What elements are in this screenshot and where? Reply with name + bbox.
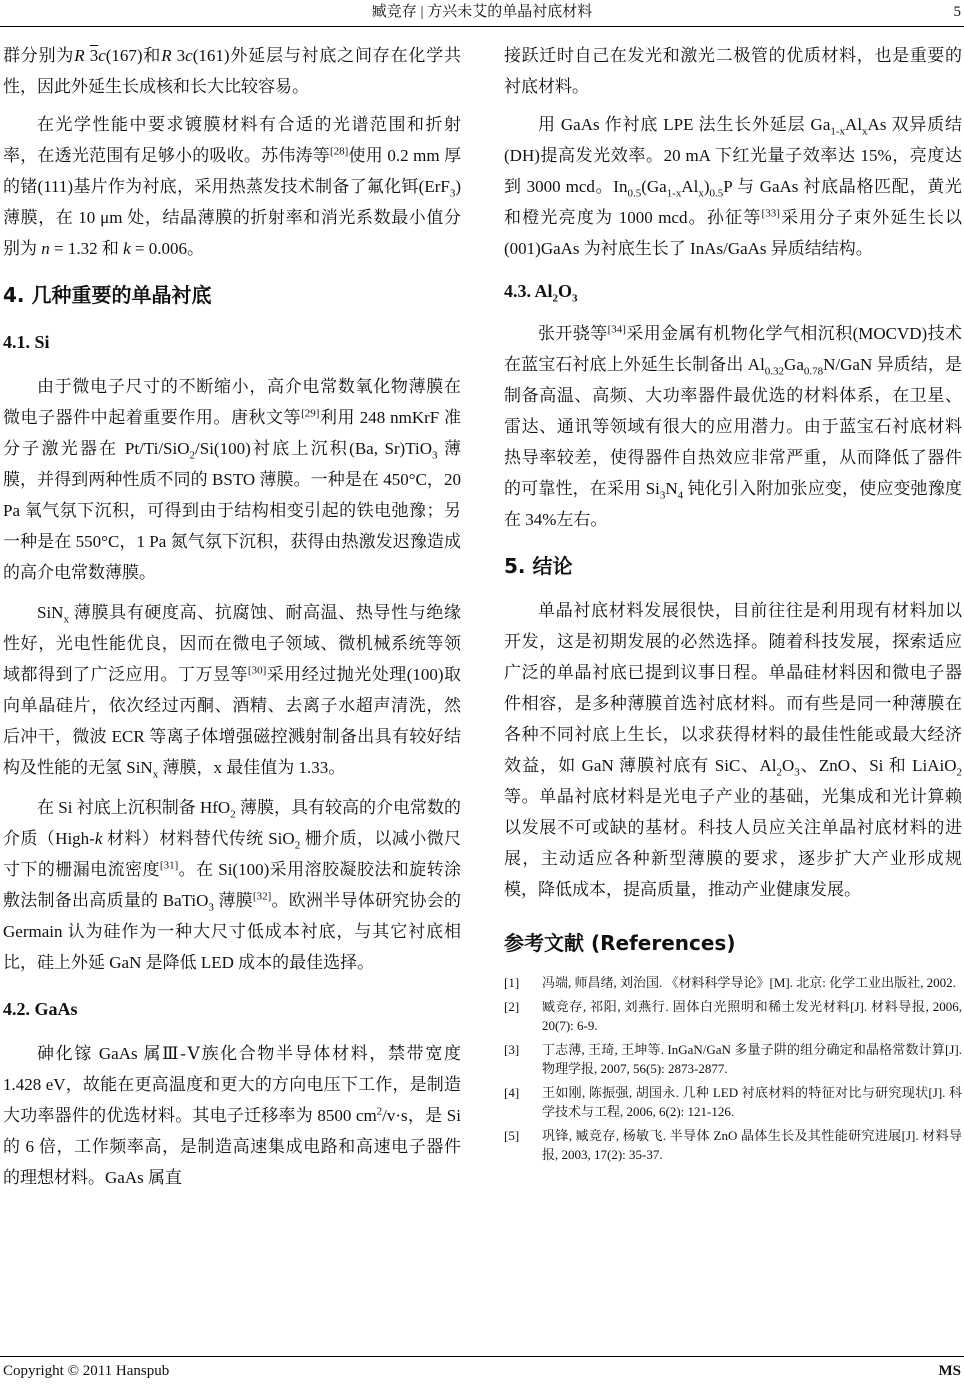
right-column	[504, 40, 962, 1169]
paragraph-sinx: SiN$_x$ 薄膜具有硬度高、抗腐蚀、耐高温、热导性与绝缘性好，光电性能优良，因而在微电子领域、微机械系统等领域都得到了广泛应用。丁万昱等[30]采用经过抛光处理(100)取向单晶硅片，依次经过丙酮、酒精、去离子水超声清洗，然后冲干，微波 ECR 等离子体增强磁控溅射制备出具有较好结构及性能的无氢 SiN$_x$ 薄膜，x 最佳值为 1.33。	[3, 603, 462, 781]
section-4-2-heading: 4.2. GaAs	[3, 999, 78, 1019]
paragraph-conclusion: 单晶衬底材料发展很快，目前往往是利用现有材料加以开发，这是初期发展的必然选择。随着科技发展，探索适应广泛的单晶衬底已提到议事日程。单晶硅材料因和微电子器件相容，是多种薄膜首选衬底材料。而有些是同一种薄膜在各种不同衬底上生长，以求获得材料的最佳性能或最大经济效益，如 GaN 薄膜衬底有 SiC、$Al_2O_3$、ZnO、Si 和 LiAiO$_2$ 等。单晶衬底材料是光电子产业的基础，光集成和光计算赖以发展不可或缺的基材。科技人员应关注单晶衬底材料的进展，主动适应各种新型薄膜的要求，逐步扩大产业形成规模，降低成本，提高质量，推动产业健康发展。	[504, 601, 962, 899]
reference-item: [2] 臧竞存, 祁阳, 刘燕行. 固体白光照明和稀土发光材料[J]. 材料导报, 2006, 20(7): 6-9.	[504, 999, 962, 1033]
journal-abbrev: MS	[938, 1363, 961, 1379]
section-4-3-heading: 4.3. $Al_2O_3$	[504, 281, 578, 305]
reference-item: [3] 丁志薄, 王琦, 王坤等. InGaN/GaN 多量子阱的组分确定和晶格常数计算[J]. 物理学报, 2007, 56(5): 2873-2877.	[504, 1042, 962, 1076]
paragraph-gaas-lpe: 用 GaAs 作衬底 LPE 法生长外延层 $Ga_{1-x}Al_xAs$ 双异质结(DH)提高发光效率。20 mA 下红光量子效率达 15%，亮度达到 3000 mcd。$In_{0.5}(Ga_{1-x}Al_x)_{0.5}P$ 与 GaAs 衬底晶格匹配，黄光和橙光亮度为 1000 mcd。孙征等[33]采用分子束外延生长以(001)GaAs 为衬底生长了 InAs/GaAs 异质结结构。	[504, 115, 963, 258]
paragraph-hfo2: 在 Si 衬底上沉积制备 HfO$_2$ 薄膜，具有较高的介电常数的介质（High-k 材料）材料替代传统 SiO$_2$ 栅介质，以减小微尺寸下的栅漏电流密度[31]。在 Si(100)采用溶胶凝胶法和旋转涂敷法制备出高质量的 BaTiO$_3$ 薄膜[32]。欧洲半导体研究协会的 Germain 认为硅作为一种大尺寸低成本衬底，与其它衬底相比，硅上外延 GaN 是降低 LED 成本的最佳选择。	[3, 798, 462, 972]
paragraph-gaas-continued: 接跃迁时自己在发光和激光二极管的优质材料，也是重要的衬底材料。	[504, 46, 962, 96]
reference-item: [1] 冯端, 师昌绪, 刘治国. 《材料科学导论》[M]. 北京: 化学工业出版社, 2002.	[504, 975, 956, 990]
page-footer	[0, 1356, 964, 1387]
running-title: 臧竞存 | 方兴未艾的单晶衬底材料	[371, 4, 593, 20]
section-4-1-heading: 4.1. Si	[3, 332, 50, 352]
paragraph-optical: 在光学性能中要求镀膜材料有合适的光谱范围和折射率，在透光范围有足够小的吸收。苏伟涛等[28]使用 0.2 mm 厚的锗(111)基片作为衬底，采用热蒸发技术制备了氟化铒(ErF$_3$)薄膜，在 10 μm 处，结晶薄膜的折射率和消光系数最小值分别为 n = 1.32 和 k = 0.006。	[3, 115, 461, 258]
running-header	[0, 0, 964, 27]
section-4-heading: 4. 几种重要的单晶衬底	[3, 283, 212, 307]
paragraph-al2o3: 张开骁等[34]采用金属有机物化学气相沉积(MOCVD)技术在蓝宝石衬底上外延生长制备出 $Al_{0.32}Ga_{0.78}N$/GaN 异质结，是制备高温、高频、大功率器件最优选的材料体系，在卫星、雷达、通讯等领域有很大的应用潜力。由于蓝宝石衬底材料热导率较差，使得器件自热效应非常严重，从而降低了器件的可靠性，在采用 $Si_3N_4$ 钝化引入附加张应变，使应变弛豫度在 34%左右。	[504, 323, 963, 529]
left-column	[3, 40, 461, 1193]
paragraph-gaas: 砷化镓 GaAs 属Ⅲ-Ⅴ族化合物半导体材料，禁带宽度 1.428 eV，故能在更高温度和更大的方向电压下工作，是制造大功率器件的优选材料。其电子迁移率为 8500 $cm^2/v\cdot s$，是 Si 的 6 倍，工作频率高，是制造高速集成电路和高速电子器件的理想材料。GaAs 属直	[3, 1044, 461, 1187]
paragraph-si-bsto: 由于微电子尺寸的不断缩小，高介电常数氧化物薄膜在微电子器件中起着重要作用。唐秋文等[29]利用 248 nmKrF 准分子激光器在 Pt/Ti/SiO$_2$/Si(100)衬底上沉积(Ba, Sr)TiO$_3$ 薄膜，并得到两种性质不同的 BSTO 薄膜。一种是在 450°C，20 Pa 氧气氛下沉积，可得到由于结构相变引起的铁电弛豫；另一种是在 550°C，1 Pa 氮气氛下沉积，获得由热激发迟豫造成的高介电常数薄膜。	[3, 377, 462, 582]
page-number: 5	[953, 4, 961, 20]
reference-item: [4] 王如刚, 陈振强, 胡国永. 几种 LED 衬底材料的特征对比与研究现状[J]. 科学技术与工程, 2006, 6(2): 121-126.	[504, 1085, 962, 1119]
reference-list	[504, 973, 962, 1164]
reference-item: [5] 巩锋, 臧竞存, 杨敏飞. 半导体 ZnO 晶体生长及其性能研究进展[J]. 材料导报, 2003, 17(2): 35-37.	[504, 1128, 962, 1162]
paragraph-space-groups: 群分别为R 3c(167)和R 3c(161)外延层与衬底之间存在化学共性，因此外延生长成核和长大比较容易。	[3, 46, 462, 96]
references-heading: 参考文献 (References)	[504, 931, 736, 955]
copyright: Copyright © 2011 Hanspub	[3, 1363, 170, 1379]
section-5-heading: 5. 结论	[504, 554, 573, 578]
